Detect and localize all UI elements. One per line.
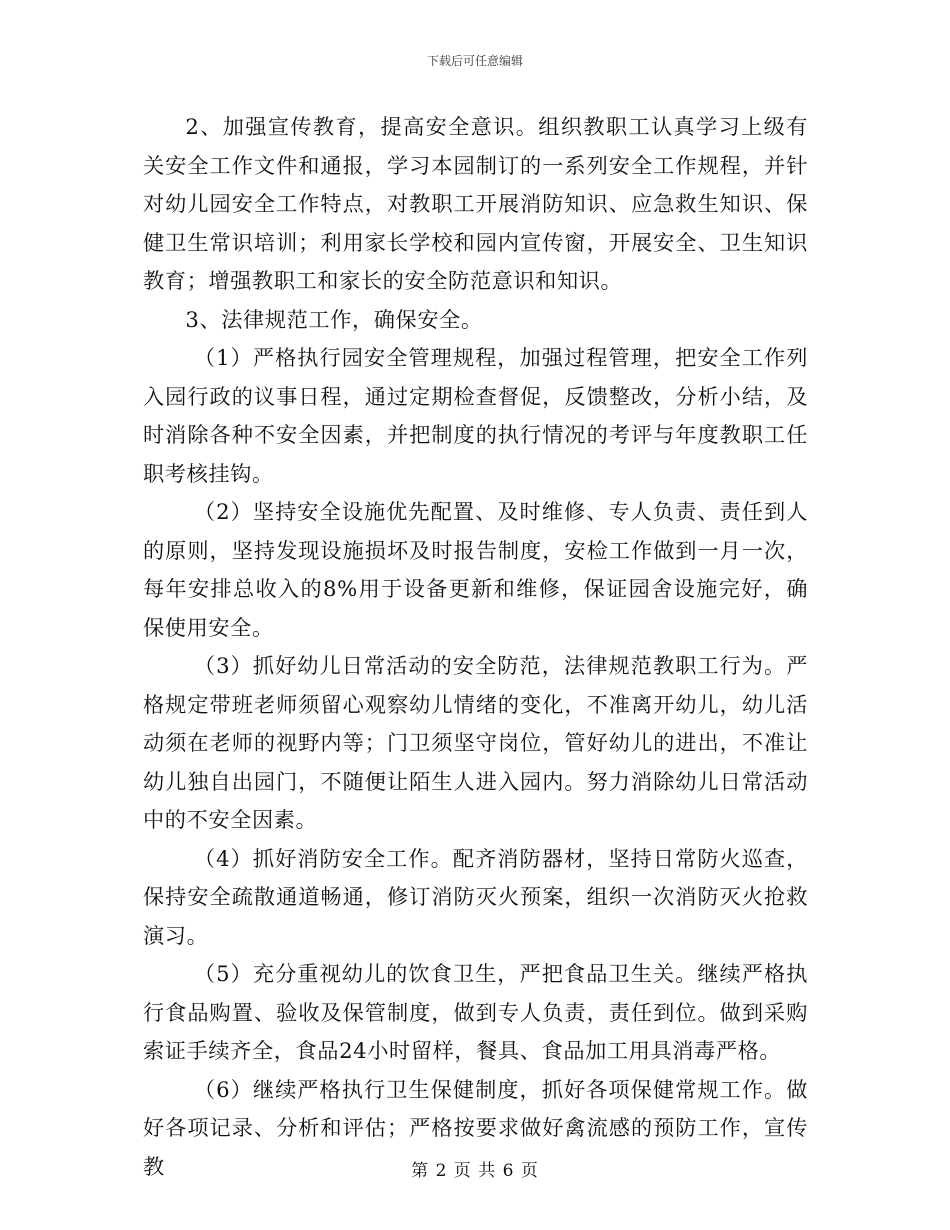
paragraph-6: （4）抓好消防安全工作。配齐消防器材，坚持日常防火巡查，保持安全疏散通道畅通，修订消防灭火预案，组织一次消防灭火抢救演习。 [143,845,808,948]
paragraph-8: （6）继续严格执行卫生保健制度，抓好各项保健常规工作。做好各项记录、分析和评估；严格按要求做好禽流感的预防工作，宣传教 [143,1076,808,1179]
page-header: 下载后可任意编辑 [426,54,523,68]
paragraph-2: 3、法律规范工作，确保安全。 [185,306,483,332]
paragraph-5: （3）抓好幼儿日常活动的安全防范，法律规范教职工行为。严格规定带班老师须留心观察幼儿情绪的变化，不准离开幼儿，幼儿活动须在老师的视野内等；门卫须坚守岗位，管好幼儿的进出，不准让幼儿独自出园门，不随便让陌生人进入园内。努力消除幼儿日常活动中的不安全因素。 [143,653,808,832]
document-body [143,108,808,1186]
paragraph-3: （1）严格执行园安全管理规程，加强过程管理，把安全工作列入园行政的议事日程，通过定期检查督促，反馈整改，分析小结，及时消除各种不安全因素，并把制度的执行情况的考评与年度教职工任职考核挂钩。 [143,345,808,486]
paragraph-7: （5）充分重视幼儿的饮食卫生，严把食品卫生关。继续严格执行食品购置、验收及保管制度，做到专人负责，责任到位。做到采购索证手续齐全，食品24小时留样，餐具、食品加工用具消毒严格。 [143,961,808,1063]
paragraph-4: （2）坚持安全设施优先配置、及时维修、专人负责、责任到人的原则，坚持发现设施损坏及时报告制度，安检工作做到一月一次，每年安排总收入的8%用于设备更新和维修，保证园舍设施完好，确保使用安全。 [143,499,808,640]
paragraph-1: 2、加强宣传教育，提高安全意识。组织教职工认真学习上级有关安全工作文件和通报，学习本园制订的一系列安全工作规程，并针对幼儿园安全工作特点，对教职工开展消防知识、应急救生知识、保健卫生常识培训；利用家长学校和园内宣传窗，开展安全、卫生知识教育；增强教职工和家长的安全防范意识和知识。 [143,114,808,293]
page-footer: 第 2 页 共 6 页 [411,1161,539,1181]
